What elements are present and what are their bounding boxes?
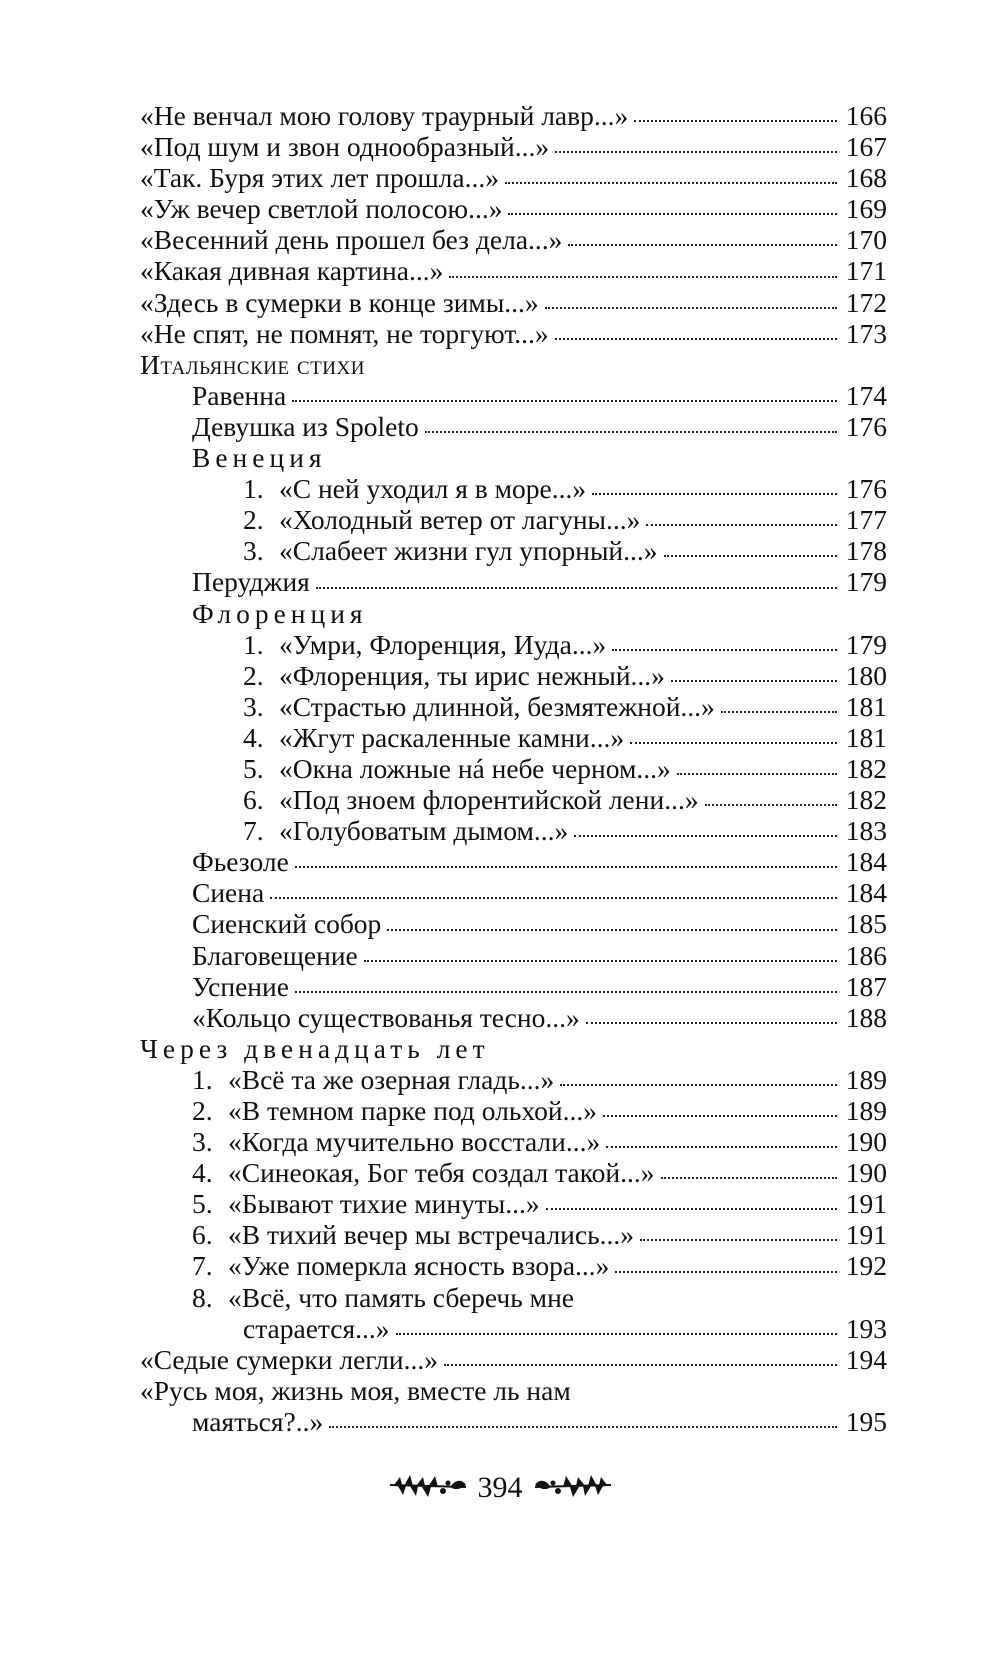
entry-page: 177 [845, 504, 887, 536]
entry-title: «Страстью длинной, безмятежной...» [279, 690, 715, 722]
toc-entry [140, 846, 887, 877]
table-of-contents [140, 100, 887, 1437]
toc-entry [140, 815, 887, 846]
entry-page: 195 [845, 1405, 887, 1437]
entry-title: «Седые сумерки легли...» [140, 1343, 438, 1375]
entry-page: 168 [845, 162, 887, 194]
toc-entry [140, 908, 887, 939]
entry-page: 171 [845, 255, 887, 287]
dot-leader [292, 398, 837, 402]
entry-page: 193 [845, 1312, 887, 1344]
dot-leader [396, 1331, 837, 1335]
dot-leader [603, 1113, 837, 1117]
toc-entry [140, 1157, 887, 1188]
entry-page: 184 [845, 877, 887, 909]
dot-leader [449, 274, 837, 278]
dot-leader [721, 709, 837, 713]
toc-entry [140, 255, 887, 286]
entry-title: Успение [192, 970, 289, 1002]
toc-entry-wrap-first [140, 1375, 887, 1406]
entry-title: «В тихий вечер мы встречались...» [228, 1219, 635, 1251]
entry-page: 181 [845, 721, 887, 753]
entry-page: 166 [845, 100, 887, 131]
dot-leader [630, 740, 837, 744]
entry-page: 173 [845, 317, 887, 349]
dot-leader [508, 211, 837, 215]
dot-leader [329, 1424, 837, 1428]
entry-page: 185 [845, 908, 887, 940]
entry-number: 3. [192, 1126, 213, 1158]
toc-entry [140, 691, 887, 722]
entry-title: «Слабеет жизни гул упорный...» [279, 535, 658, 567]
entry-number: 4. [243, 721, 264, 753]
entry-title-continued: маяться?..» [192, 1405, 324, 1437]
entry-title: «Уже померкла ясность взора...» [228, 1250, 610, 1282]
toc-entry [140, 162, 887, 193]
toc-entry [140, 318, 887, 349]
toc-entry [140, 1344, 887, 1375]
toc-entry [140, 131, 887, 162]
dot-leader [640, 1237, 837, 1241]
dot-leader [574, 833, 837, 837]
dot-leader [568, 242, 837, 246]
toc-entry [140, 1002, 887, 1033]
dot-leader [586, 1020, 837, 1024]
entry-title: «Здесь в сумерки в конце зимы...» [140, 286, 539, 318]
section-heading-italian: Итальянские стихи [140, 348, 365, 380]
toc-entry-wrap-second [140, 1406, 887, 1437]
entry-page: 179 [845, 628, 887, 660]
entry-title: «Всё, что память сберечь мне [228, 1281, 574, 1313]
entry-number: 1. [243, 628, 264, 660]
entry-page: 191 [845, 1188, 887, 1220]
entry-page: 180 [845, 659, 887, 691]
entry-title: Сиена [192, 877, 265, 909]
page-number: 394 [477, 1471, 523, 1504]
entry-number: 2. [243, 504, 264, 536]
toc-entry [140, 1188, 887, 1219]
toc-entry [140, 629, 887, 660]
entry-number: 1. [192, 1063, 213, 1095]
subsection-heading-venice: Венеция [192, 442, 327, 474]
entry-number: 3. [243, 690, 264, 722]
dot-leader [295, 989, 837, 993]
dot-leader [387, 927, 837, 931]
entry-title: «Жгут раскаленные камни...» [279, 721, 625, 753]
dot-leader [606, 1144, 837, 1148]
entry-page: 190 [845, 1157, 887, 1189]
entry-page: 174 [845, 379, 887, 411]
toc-entry [140, 193, 887, 224]
entry-page: 169 [845, 193, 887, 225]
toc-entry [140, 504, 887, 535]
dot-leader [677, 771, 837, 775]
entry-number: 2. [243, 659, 264, 691]
leaf-ornament-left-icon [388, 1471, 468, 1506]
toc-entry [140, 224, 887, 255]
entry-number: 8. [192, 1281, 213, 1313]
dot-leader [664, 553, 837, 557]
dot-leader [612, 647, 837, 651]
dot-leader [444, 1362, 837, 1366]
entry-number: 3. [243, 535, 264, 567]
entry-title: Благовещение [192, 939, 358, 971]
entry-title-continued: старается...» [243, 1312, 390, 1344]
entry-page: 178 [845, 535, 887, 567]
dot-leader [295, 864, 837, 868]
entry-title: Перуджия [192, 566, 310, 598]
entry-title: «Какая дивная картина...» [140, 255, 444, 287]
entry-title: «Русь моя, жизнь моя, вместе ль нам [140, 1374, 571, 1406]
toc-entry [140, 784, 887, 815]
dot-leader [560, 1082, 837, 1086]
dot-leader [671, 678, 837, 682]
dot-leader [646, 522, 837, 526]
entry-page: 190 [845, 1126, 887, 1158]
toc-entry [140, 722, 887, 753]
toc-entry [140, 940, 887, 971]
toc-entry [140, 380, 887, 411]
toc-entry [140, 1064, 887, 1095]
entry-page: 187 [845, 970, 887, 1002]
dot-leader [615, 1269, 837, 1273]
page-folio [0, 1468, 1000, 1508]
entry-page: 188 [845, 1001, 887, 1033]
entry-title: Девушка из Spoleto [192, 410, 419, 442]
dot-leader [592, 491, 837, 495]
toc-entry [140, 473, 887, 504]
dot-leader [555, 336, 837, 340]
entry-page: 192 [845, 1250, 887, 1282]
entry-title: Равенна [192, 379, 287, 411]
entry-number: 5. [243, 752, 264, 784]
toc-entry [140, 1250, 887, 1281]
entry-number: 6. [243, 784, 264, 816]
entry-page: 176 [845, 473, 887, 505]
dot-leader [545, 305, 837, 309]
dot-leader [661, 1175, 837, 1179]
entry-title: Фьезоле [192, 846, 289, 878]
entry-title: «Не спят, не помнят, не торгуют...» [140, 317, 549, 349]
toc-entry [140, 566, 887, 597]
dot-leader [705, 802, 837, 806]
dot-leader [316, 585, 837, 589]
dot-leader [634, 118, 837, 122]
entry-page: 176 [845, 410, 887, 442]
dot-leader [555, 149, 837, 153]
toc-entry [140, 877, 887, 908]
entry-number: 2. [192, 1095, 213, 1126]
entry-page: 170 [845, 224, 887, 256]
toc-entry [140, 100, 887, 131]
entry-title: «Кольцо существованья тесно...» [192, 1001, 580, 1033]
dot-leader [505, 180, 837, 184]
entry-page: 182 [845, 752, 887, 784]
entry-title: «Не венчал мою голову траурный лавр...» [140, 100, 629, 131]
entry-title: «Под зноем флорентийской лени...» [279, 784, 699, 816]
dot-leader [425, 429, 837, 433]
entry-title: «С ней уходил я в море...» [279, 473, 587, 505]
entry-page: 181 [845, 690, 887, 722]
entry-page: 189 [845, 1063, 887, 1095]
entry-title: «Весенний день прошел без дела...» [140, 224, 563, 256]
entry-page: 184 [845, 846, 887, 878]
toc-entry [140, 660, 887, 691]
entry-page: 186 [845, 939, 887, 971]
entry-title: Сиенский собор [192, 908, 382, 940]
entry-page: 191 [845, 1219, 887, 1251]
entry-number: 7. [192, 1250, 213, 1282]
toc-entry-wrap-second [140, 1313, 887, 1344]
entry-number: 6. [192, 1219, 213, 1251]
entry-page: 179 [845, 566, 887, 598]
toc-entry [140, 1219, 887, 1250]
entry-number: 5. [192, 1188, 213, 1220]
toc-entry [140, 1095, 887, 1126]
toc-entry [140, 411, 887, 442]
entry-page: 189 [845, 1095, 887, 1126]
entry-title: «Под шум и звон однообразный...» [140, 131, 550, 163]
dot-leader [270, 895, 837, 899]
toc-entry [140, 753, 887, 784]
entry-number: 4. [192, 1157, 213, 1189]
entry-title: «Так. Буря этих лет прошла...» [140, 162, 499, 194]
entry-page: 194 [845, 1343, 887, 1375]
toc-entry-wrap-first [140, 1282, 887, 1313]
toc-entry [140, 1126, 887, 1157]
subsection-heading-florence: Флоренция [192, 597, 368, 629]
entry-title: «Холодный ветер от лагуны...» [279, 504, 641, 536]
dot-leader [546, 1206, 837, 1210]
entry-title: «В темном парке под ольхой...» [228, 1095, 597, 1126]
leaf-ornament-right-icon [533, 1471, 613, 1506]
entry-number: 1. [243, 473, 264, 505]
entry-title: «Умри, Флоренция, Иуда...» [279, 628, 607, 660]
entry-page: 167 [845, 131, 887, 163]
entry-title: «Всё та же озерная гладь...» [228, 1063, 555, 1095]
dot-leader [364, 958, 837, 962]
entry-number: 7. [243, 815, 264, 847]
entry-page: 172 [845, 286, 887, 318]
toc-entry [140, 287, 887, 318]
entry-title: «Окна ложные нá небе черном...» [279, 752, 671, 784]
entry-title: «Бывают тихие минуты...» [228, 1188, 540, 1220]
entry-title: «Синеокая, Бог тебя создал такой...» [228, 1157, 655, 1189]
entry-title: «Флоренция, ты ирис нежный...» [279, 659, 665, 691]
entry-page: 182 [845, 784, 887, 816]
section-heading-twelve-years: Через двенадцать лет [140, 1032, 490, 1064]
entry-title: «Когда мучительно восстали...» [228, 1126, 601, 1158]
toc-entry [140, 971, 887, 1002]
entry-page: 183 [845, 815, 887, 847]
entry-title: «Уж вечер светлой полосою...» [140, 193, 503, 225]
entry-title: «Голубоватым дымом...» [279, 815, 569, 847]
toc-entry [140, 535, 887, 566]
